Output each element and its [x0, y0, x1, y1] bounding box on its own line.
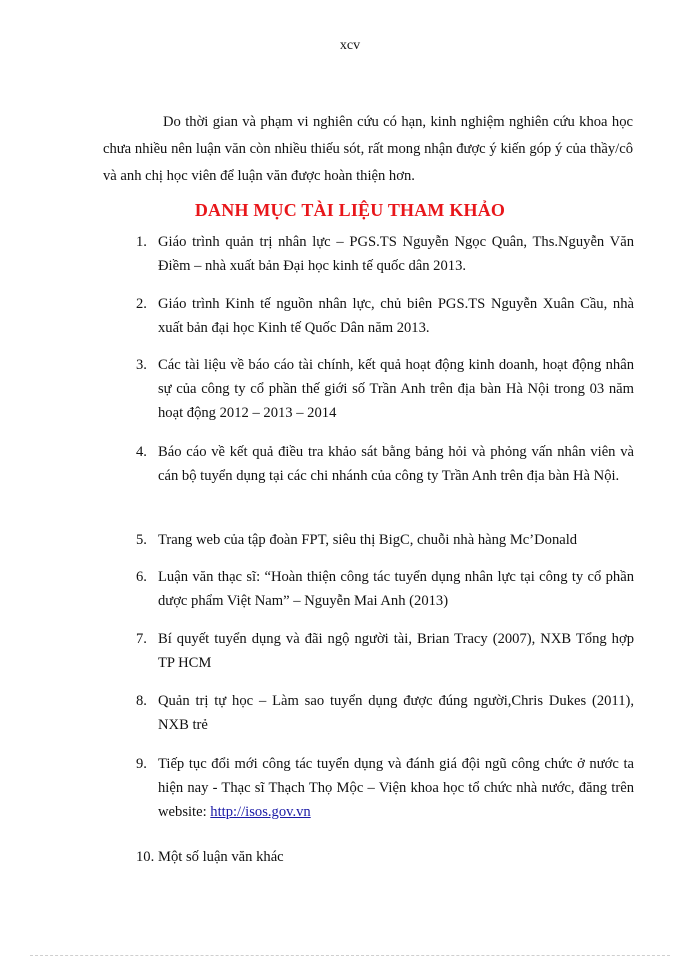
reference-item: [136, 528, 634, 552]
reference-text: Báo cáo về kết quả điều tra khảo sát bằng bảng hỏi và phỏng vấn nhân viên và cán bộ tuyển dụng tại các chi nhánh của công ty Trần Anh trên địa bàn Hà Nội.: [158, 444, 634, 484]
page-bottom-divider: [30, 955, 670, 956]
reference-text: Giáo trình quản trị nhân lực – PGS.TS Nguyễn Ngọc Quân, Ths.Nguyễn Văn Điềm – nhà xuất bản Đại học kinh tế quốc dân 2013.: [158, 234, 634, 274]
reference-item: [136, 845, 634, 869]
reference-number: 10.: [136, 849, 155, 865]
reference-item: [136, 627, 634, 675]
reference-number: 5.: [136, 532, 147, 548]
reference-text: [158, 752, 634, 824]
reference-text: Bí quyết tuyển dụng và đãi ngộ người tài, Brian Tracy (2007), NXB Tổng hợp TP HCM: [158, 631, 634, 671]
reference-text: Trang web của tập đoàn FPT, siêu thị BigC, chuỗi nhà hàng Mc’Donald: [158, 532, 578, 548]
references-heading: DANH MỤC TÀI LIỆU THAM KHẢO: [194, 200, 506, 220]
reference-text: Một số luận văn khác: [158, 849, 284, 865]
reference-number: 3.: [136, 357, 147, 373]
reference-number: 7.: [136, 631, 147, 647]
reference-item: [136, 689, 634, 737]
reference-item: [136, 440, 634, 488]
reference-item: [136, 752, 634, 824]
reference-number: 6.: [136, 569, 147, 585]
website-link[interactable]: http://isos.gov.vn: [210, 804, 311, 820]
reference-number: 2.: [136, 296, 147, 312]
reference-item: [136, 353, 634, 425]
reference-item: [136, 292, 634, 340]
reference-text: Giáo trình Kinh tế nguồn nhân lực, chủ biên PGS.TS Nguyễn Xuân Cầu, nhà xuất bản đại học Kinh tế Quốc Dân năm 2013.: [158, 296, 634, 336]
reference-text-body: Tiếp tục đổi mới công tác tuyển dụng và đánh giá đội ngũ công chức ở nước ta hiện nay - Thạc sĩ Thạch Thọ Mộc – Viện khoa học tổ chức nhà nước, đăng trên website:: [158, 756, 634, 820]
reference-item: [136, 565, 634, 613]
reference-number: 8.: [136, 693, 147, 709]
reference-text: Luận văn thạc sĩ: “Hoàn thiện công tác tuyển dụng nhân lực tại công ty cổ phần dược phẩm Việt Nam” – Nguyễn Mai Anh (2013): [158, 569, 634, 609]
reference-number: 4.: [136, 444, 147, 460]
page-number: xcv: [339, 38, 361, 53]
intro-paragraph: Do thời gian và phạm vi nghiên cứu có hạn, kinh nghiệm nghiên cứu khoa học chưa nhiều nên luận văn còn nhiều thiếu sót, rất mong nhận được ý kiến góp ý của thầy/cô và anh chị học viên để luận văn được hoàn thiện hơn.: [103, 114, 633, 184]
reference-text: Các tài liệu về báo cáo tài chính, kết quả hoạt động kinh doanh, hoạt động nhân sự của công ty cổ phần thế giới số Trần Anh trên địa bàn Hà Nội trong 03 năm hoạt động 2012 – 2013 – 2014: [158, 357, 634, 421]
reference-number: 9.: [136, 756, 147, 772]
reference-number: 1.: [136, 234, 147, 250]
reference-item: [136, 230, 634, 278]
reference-text: Quản trị tự học – Làm sao tuyển dụng được đúng người,Chris Dukes (2011), NXB trẻ: [158, 693, 634, 733]
